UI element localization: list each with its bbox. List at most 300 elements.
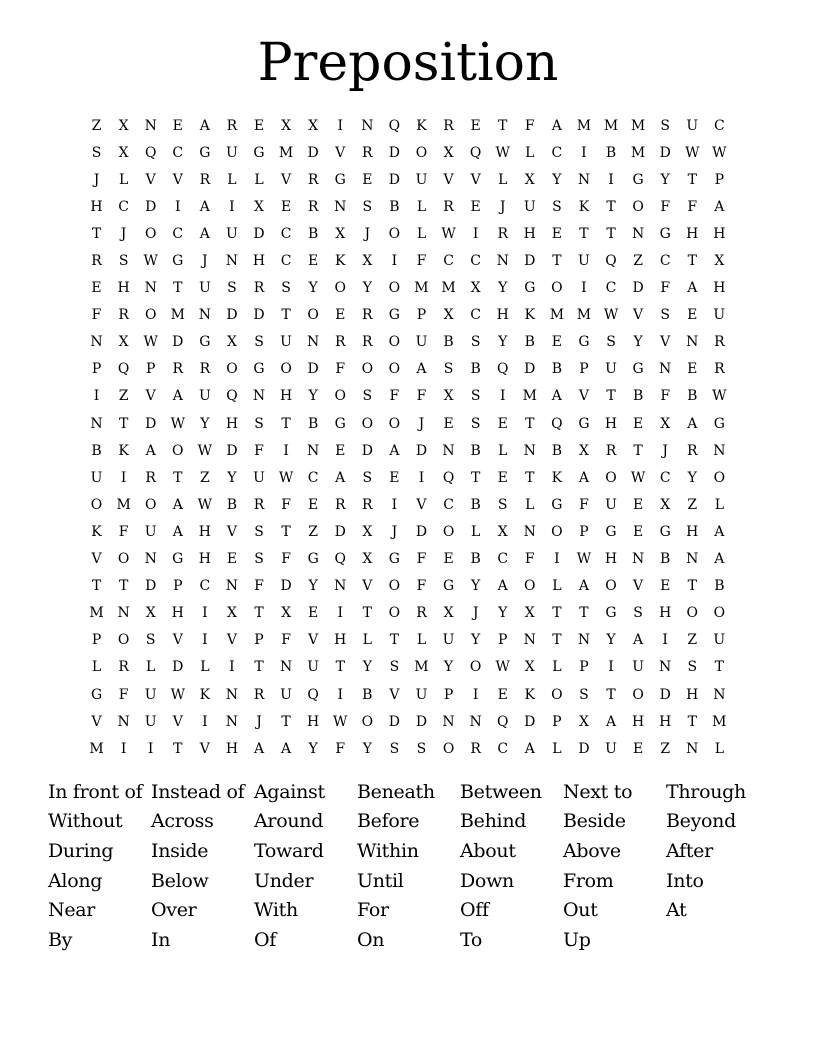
grid-letter: L (498, 171, 508, 188)
grid-letter: C (443, 253, 454, 270)
grid-letter: X (281, 605, 292, 622)
grid-letter: T (606, 198, 616, 215)
grid-letter: D (524, 713, 536, 730)
grid-letter: E (335, 307, 346, 324)
grid-letter: O (144, 307, 157, 324)
word-list-item: Around (254, 810, 324, 833)
grid-letter: V (308, 632, 319, 649)
grid-letter: I (337, 605, 343, 622)
grid-letter: K (335, 253, 346, 270)
grid-letter: T (281, 523, 291, 540)
grid-letter: F (118, 686, 129, 703)
word-list-row (48, 777, 788, 807)
grid-letter: T (362, 605, 372, 622)
grid-letter: P (579, 361, 589, 378)
grid-letter: R (253, 686, 265, 703)
grid-letter: T (552, 632, 562, 649)
grid-letter: G (172, 551, 184, 568)
grid-letter: C (659, 469, 671, 486)
grid-letter: X (118, 117, 129, 134)
grid-letter: L (416, 198, 427, 215)
grid-letter: U (442, 632, 455, 649)
grid-letter: O (632, 686, 644, 703)
grid-letter: H (523, 225, 536, 242)
grid-letter: R (118, 307, 129, 324)
grid-letter: U (605, 740, 617, 757)
grid-letter: F (91, 307, 102, 324)
page-title: Preposition (257, 33, 559, 93)
grid-letter: I (472, 225, 479, 242)
grid-letter: P (145, 361, 156, 378)
grid-letter: D (145, 415, 157, 432)
grid-letter: Q (226, 388, 238, 405)
grid-letter: D (145, 198, 157, 215)
grid-letter: I (175, 198, 181, 215)
grid-letter: Y (498, 280, 508, 297)
grid-letter: E (551, 334, 562, 351)
grid-letter: C (470, 253, 481, 270)
grid-letter: O (388, 361, 401, 378)
word-list-item: Up (563, 928, 591, 951)
grid-letter: E (172, 117, 183, 134)
grid-letter: N (144, 117, 157, 134)
grid-letter: F (524, 551, 535, 568)
word-list-item: By (48, 928, 73, 951)
grid-letter: F (416, 578, 427, 595)
grid-letter: O (144, 496, 157, 513)
grid-letter: D (280, 578, 292, 595)
grid-letter: V (633, 578, 644, 595)
grid-letter: M (89, 740, 104, 757)
grid-letter: C (280, 253, 292, 270)
grid-letter: O (632, 198, 644, 215)
grid-letter: I (391, 253, 398, 270)
grid-letter: Z (687, 632, 698, 649)
grid-letter: X (335, 225, 346, 242)
grid-letter: L (714, 496, 724, 513)
grid-letter: O (117, 632, 130, 649)
grid-letter: W (197, 496, 213, 513)
grid-letter: W (576, 551, 592, 568)
grid-letter: F (118, 523, 129, 540)
grid-letter: Z (91, 117, 102, 134)
grid-letter: C (713, 117, 725, 134)
word-list-item: Within (357, 839, 419, 862)
grid-letter: W (278, 469, 294, 486)
grid-letter: D (307, 361, 319, 378)
grid-letter: R (199, 361, 211, 378)
word-list-item: To (460, 928, 483, 951)
grid-letter: D (659, 686, 671, 703)
grid-letter: L (416, 225, 427, 242)
grid-letter: V (416, 496, 427, 513)
grid-letter: X (254, 198, 264, 215)
grid-letter: N (686, 334, 699, 351)
grid-letter: G (578, 334, 590, 351)
grid-letter: D (524, 361, 536, 378)
grid-letter: D (524, 253, 536, 270)
grid-letter: A (578, 578, 589, 595)
grid-letter: I (499, 388, 506, 405)
grid-letter: H (225, 740, 239, 757)
grid-letter: Y (471, 632, 481, 649)
word-list-item: Inside (151, 839, 209, 862)
word-list-item: About (460, 839, 516, 862)
grid-letter: R (470, 740, 481, 757)
word-list-item: Against (254, 780, 325, 803)
grid-letter: Z (687, 496, 698, 513)
grid-letter: S (145, 632, 156, 649)
grid-letter: V (226, 523, 237, 540)
grid-letter: D (415, 713, 428, 730)
grid-letter: U (632, 659, 644, 676)
grid-letter: Q (496, 713, 509, 730)
grid-letter: L (552, 740, 562, 757)
grid-letter: M (414, 280, 429, 297)
word-list-item: From (563, 869, 614, 892)
grid-letter: C (280, 225, 292, 242)
grid-letter: O (442, 523, 455, 540)
grid-letter: S (470, 334, 481, 351)
grid-letter: U (415, 334, 428, 351)
grid-letter: E (497, 415, 508, 432)
grid-letter: S (254, 523, 264, 540)
grid-letter: C (172, 144, 184, 161)
grid-letter: D (415, 442, 428, 459)
grid-letter: U (578, 253, 590, 270)
grid-letter: H (334, 632, 347, 649)
grid-row (83, 600, 733, 627)
grid-letter: V (335, 144, 346, 161)
grid-letter: O (334, 388, 346, 405)
grid-letter: R (253, 280, 265, 297)
grid-letter: F (416, 388, 427, 405)
grid-letter: G (551, 496, 563, 513)
grid-letter: U (90, 469, 103, 486)
grid-letter: K (551, 469, 563, 486)
grid-letter: X (118, 144, 129, 161)
grid-letter: O (605, 578, 617, 595)
grid-letter: P (173, 578, 183, 595)
grid-letter: A (145, 442, 156, 459)
grid-letter: L (227, 171, 237, 188)
grid-letter: D (253, 225, 265, 242)
grid-letter: N (117, 713, 130, 730)
grid-letter: U (226, 225, 238, 242)
grid-letter: O (144, 225, 157, 242)
grid-letter: R (334, 496, 346, 513)
grid-row (83, 518, 733, 545)
grid-letter: L (362, 632, 372, 649)
grid-letter: J (418, 415, 425, 432)
grid-letter: H (225, 415, 239, 432)
grid-letter: L (525, 144, 535, 161)
grid-letter: Y (200, 415, 210, 432)
grid-row (83, 329, 733, 356)
grid-letter: W (170, 415, 185, 432)
word-list-row (48, 807, 788, 837)
grid-letter: N (225, 713, 239, 730)
grid-letter: U (415, 171, 428, 188)
word-list-row (48, 895, 788, 925)
grid-letter: O (280, 361, 292, 378)
grid-letter: Q (551, 415, 563, 432)
grid-letter: S (579, 686, 589, 703)
grid-letter: T (173, 469, 183, 486)
grid-letter: I (337, 117, 343, 134)
grid-letter: L (714, 740, 724, 757)
grid-letter: X (145, 605, 156, 622)
grid-letter: T (579, 225, 589, 242)
word-list-item: In front of (48, 780, 143, 803)
word-list-row (48, 925, 788, 955)
grid-letter: R (118, 659, 129, 676)
grid-letter: B (308, 225, 319, 242)
grid-letter: A (199, 198, 210, 215)
word-list-item: Under (254, 869, 314, 892)
grid-letter: T (687, 713, 697, 730)
grid-letter: G (199, 144, 211, 161)
grid-letter: A (714, 198, 725, 215)
grid-letter: J (472, 605, 479, 622)
word-list-item: During (48, 839, 114, 862)
word-list-item: Instead of (151, 780, 245, 803)
grid-letter: X (362, 253, 373, 270)
grid-letter: A (416, 361, 427, 378)
grid-letter: C (497, 551, 509, 568)
grid-letter: R (714, 334, 725, 351)
grid-letter: D (388, 713, 401, 730)
word-list-item: Across (151, 810, 214, 833)
word-list-item: Off (460, 899, 489, 922)
grid-letter: N (659, 361, 672, 378)
grid-letter: P (443, 686, 454, 703)
grid-letter: R (307, 198, 319, 215)
grid-letter: E (335, 442, 346, 459)
grid-letter: F (416, 551, 427, 568)
grid-letter: O (388, 225, 401, 242)
grid-letter: N (631, 551, 645, 568)
grid-row (83, 383, 733, 410)
grid-letter: E (660, 578, 671, 595)
grid-letter: X (443, 388, 454, 405)
word-list (48, 777, 788, 955)
grid-letter: T (552, 605, 562, 622)
grid-letter: Y (308, 388, 318, 405)
grid-letter: W (197, 442, 213, 459)
grid-letter: O (388, 415, 401, 432)
grid-letter: G (388, 551, 400, 568)
grid-letter: B (551, 442, 563, 459)
grid-letter: V (633, 307, 644, 324)
grid-letter: H (604, 415, 618, 432)
grid-letter: H (307, 713, 320, 730)
grid-letter: A (281, 740, 292, 757)
grid-letter: N (631, 225, 645, 242)
grid-letter: O (117, 551, 130, 568)
grid-letter: N (307, 334, 320, 351)
grid-letter: Y (498, 605, 508, 622)
grid-letter: G (524, 280, 536, 297)
grid-letter: K (199, 686, 211, 703)
grid-letter: J (120, 225, 127, 242)
grid-letter: U (415, 686, 428, 703)
grid-letter: W (495, 144, 510, 161)
grid-letter: T (606, 225, 616, 242)
grid-letter: T (281, 415, 291, 432)
grid-letter: D (388, 171, 401, 188)
word-list-item: After (666, 839, 713, 862)
grid-letter: N (144, 280, 157, 297)
grid-letter: A (687, 280, 698, 297)
grid-row (83, 491, 733, 518)
grid-letter: V (470, 171, 481, 188)
grid-letter: Q (605, 253, 617, 270)
grid-letter: N (523, 632, 536, 649)
grid-letter: K (118, 442, 129, 459)
grid-letter: P (498, 632, 508, 649)
grid-letter: U (713, 307, 726, 324)
grid-letter: I (229, 659, 235, 676)
grid-letter: N (686, 740, 699, 757)
grid-letter: A (172, 388, 183, 405)
word-list-item: Until (357, 869, 404, 892)
grid-letter: G (632, 361, 644, 378)
grid-letter: X (578, 442, 589, 459)
grid-letter: X (714, 253, 725, 270)
grid-letter: O (226, 361, 238, 378)
grid-letter: O (713, 605, 726, 622)
grid-letter: F (524, 117, 535, 134)
grid-letter: T (118, 578, 129, 595)
grid-letter: R (362, 334, 373, 351)
grid-letter: V (91, 713, 102, 730)
grid-letter: N (713, 442, 726, 459)
grid-letter: G (199, 334, 211, 351)
grid-letter: E (687, 361, 698, 378)
grid-letter: A (687, 415, 698, 432)
grid-letter: A (389, 442, 400, 459)
grid-letter: R (199, 171, 211, 188)
grid-letter: M (414, 659, 429, 676)
grid-letter: N (523, 523, 536, 540)
grid-letter: V (660, 334, 671, 351)
grid-letter: K (416, 117, 427, 134)
grid-letter: U (523, 198, 536, 215)
grid-letter: S (254, 551, 264, 568)
grid-letter: K (91, 523, 102, 540)
grid-letter: O (551, 523, 563, 540)
grid-letter: T (91, 578, 102, 595)
grid-letter: C (199, 578, 211, 595)
grid-letter: L (498, 442, 508, 459)
grid-letter: V (172, 713, 183, 730)
grid-letter: X (524, 605, 535, 622)
grid-letter: F (335, 361, 346, 378)
word-list-item: Without (48, 810, 123, 833)
word-list-item: Near (48, 899, 96, 922)
grid-letter: W (170, 686, 185, 703)
grid-letter: R (362, 144, 373, 161)
grid-letter: T (118, 415, 129, 432)
grid-letter: B (226, 496, 238, 513)
grid-row (83, 627, 733, 654)
grid-letter: I (581, 144, 587, 161)
grid-letter: J (662, 442, 668, 459)
grid-letter: A (605, 713, 617, 730)
grid-letter: T (525, 469, 535, 486)
grid-letter: X (362, 523, 373, 540)
grid-letter: J (364, 225, 371, 242)
grid-letter: I (147, 740, 154, 757)
grid-letter: U (280, 686, 292, 703)
grid-letter: O (307, 307, 319, 324)
grid-letter: X (443, 605, 454, 622)
grid-letter: S (416, 740, 427, 757)
grid-letter: N (442, 442, 455, 459)
word-list-item: Below (151, 869, 209, 892)
grid-letter: D (659, 144, 671, 161)
grid-letter: J (499, 198, 506, 215)
grid-letter: J (256, 713, 262, 730)
grid-letter: S (254, 415, 264, 432)
grid-letter: F (579, 496, 589, 513)
grid-letter: H (659, 713, 672, 730)
grid-letter: X (443, 307, 454, 324)
grid-letter: T (91, 225, 102, 242)
grid-letter: L (416, 632, 427, 649)
grid-letter: V (362, 578, 373, 595)
grid-letter: N (523, 442, 536, 459)
grid-letter: O (361, 415, 374, 432)
grid-letter: P (416, 307, 427, 324)
grid-letter: Q (307, 686, 319, 703)
grid-letter: S (633, 605, 643, 622)
grid-letter: E (551, 225, 562, 242)
word-list-item: With (254, 899, 298, 922)
grid-letter: Q (144, 144, 157, 161)
grid-row (83, 654, 733, 681)
grid-letter: S (118, 253, 129, 270)
grid-letter: N (279, 659, 293, 676)
grid-letter: J (391, 523, 398, 540)
grid-letter: W (685, 144, 700, 161)
grid-letter: Q (442, 469, 455, 486)
grid-letter: E (632, 523, 644, 540)
grid-letter: T (173, 740, 183, 757)
grid-letter: N (713, 686, 726, 703)
grid-letter: B (308, 415, 319, 432)
word-list-item: Behind (460, 810, 527, 833)
grid-letter: W (712, 388, 727, 405)
grid-letter: N (90, 334, 103, 351)
grid-letter: T (254, 605, 264, 622)
grid-letter: T (470, 469, 481, 486)
grid-letter: S (389, 659, 400, 676)
grid-letter: U (226, 144, 238, 161)
grid-letter: H (90, 198, 103, 215)
grid-letter: C (497, 740, 509, 757)
grid-letter: F (281, 632, 291, 649)
word-list-item: Out (563, 899, 598, 922)
grid-letter: F (281, 551, 291, 568)
grid-letter: A (253, 740, 265, 757)
grid-letter: R (416, 605, 427, 622)
grid-letter: G (172, 253, 184, 270)
grid-letter: V (443, 171, 454, 188)
grid-letter: A (172, 523, 183, 540)
grid-letter: S (606, 334, 616, 351)
